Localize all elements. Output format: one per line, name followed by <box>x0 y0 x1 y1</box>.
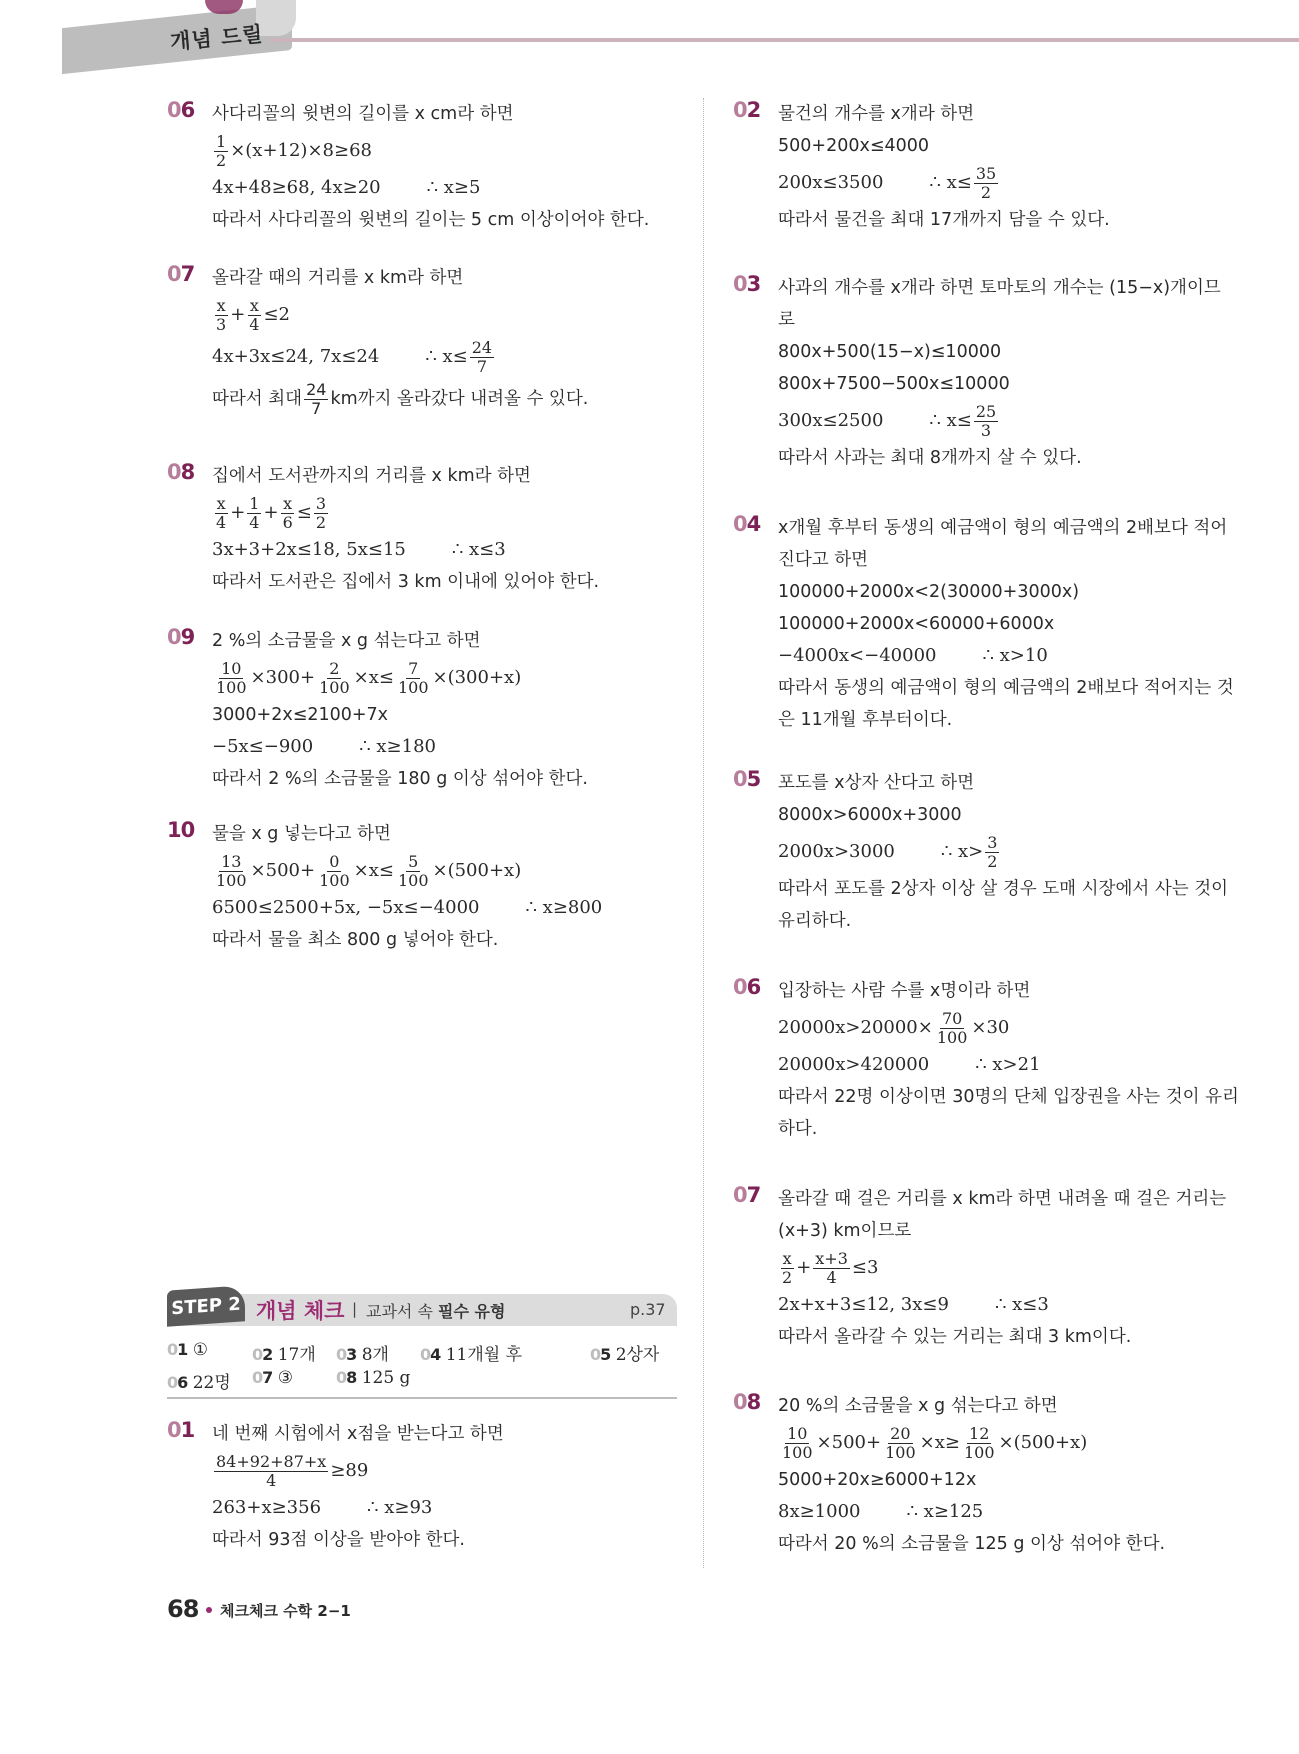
equation-text: 4x+48≥68, 4x≥20 <box>212 177 381 198</box>
problem-number-digit: 0 <box>733 1183 747 1207</box>
answer-number <box>252 1345 272 1364</box>
fraction-numerator: 0 <box>329 851 340 871</box>
solution-line: 800x+7500−500x≤10000 <box>778 374 1010 394</box>
fraction-denominator: 100 <box>936 1027 968 1047</box>
problem-number-digit: 2 <box>746 98 761 122</box>
fraction-numerator: 25 <box>975 401 997 421</box>
solution-line: 100000+2000x<2(30000+3000x) <box>778 582 1080 602</box>
equation-text: ×x≤ <box>353 667 394 688</box>
problem-number-digit: 7 <box>746 1183 761 1207</box>
column-divider <box>703 98 704 1568</box>
problem-number <box>167 460 194 484</box>
solution-line: 유리하다. <box>778 911 852 931</box>
equation-text: 4x+3x≤24, 7x≤24 <box>212 346 380 367</box>
equation-text: + <box>230 304 246 325</box>
fraction <box>974 403 998 440</box>
equation-text: 6500≤2500+5x, −5x≤−4000 <box>212 897 480 918</box>
solution-line: 800x+500(15−x)≤10000 <box>778 342 1002 362</box>
fraction-numerator: x <box>216 493 226 513</box>
fraction <box>214 495 228 532</box>
conclusion-text: ∴ x≤3 <box>451 539 506 560</box>
fraction-numerator: 24 <box>471 337 493 357</box>
fraction-numerator: x <box>283 493 293 513</box>
fraction <box>317 853 352 890</box>
fraction <box>396 853 431 890</box>
answer-number-digit: 0 <box>252 1345 263 1364</box>
fraction <box>780 1425 815 1462</box>
solution-line: 따라서 올라갈 수 있는 거리는 최대 3 km이다. <box>778 1327 1132 1347</box>
fraction-denominator: 100 <box>782 1442 813 1462</box>
solution-line: 진다고 하면 <box>778 550 869 570</box>
answer-number <box>252 1368 272 1387</box>
problem-number <box>733 1390 760 1414</box>
solution-line: 사과의 개수를 x개라 하면 토마토의 개수는 (15−x)개이므 <box>778 278 1221 298</box>
fraction-numerator: x <box>249 295 259 315</box>
result-line <box>778 831 1298 873</box>
answer-item <box>590 1340 659 1365</box>
fraction-denominator: 2 <box>216 150 227 170</box>
problem-number <box>167 98 194 122</box>
solution-line: 물을 x g 넣는다고 하면 <box>212 824 391 844</box>
solution-text: 따라서 최대 <box>212 389 303 409</box>
problem-body <box>212 98 682 236</box>
problem-number <box>733 975 760 999</box>
result-line <box>212 336 682 378</box>
solution-line: 500+200x≤4000 <box>778 136 930 156</box>
equation-text: 20000x>20000× <box>778 1017 933 1038</box>
fraction <box>214 1453 328 1490</box>
answer-number <box>420 1345 440 1364</box>
answer-value: ① <box>192 1340 208 1360</box>
solution-line: 입장하는 사람 수를 x명이라 하면 <box>778 981 1031 1001</box>
problem-number-digit: 0 <box>167 262 181 286</box>
solution-line: 로 <box>778 310 795 330</box>
equation-text: ×x≤ <box>353 860 394 881</box>
fraction-denominator: 100 <box>319 677 350 697</box>
answer-value: 2상자 <box>615 1345 660 1365</box>
problem-number-digit: 0 <box>733 1390 747 1414</box>
fraction-denominator: 4 <box>249 512 260 532</box>
solution-line: 사다리꼴의 윗변의 길이를 x cm라 하면 <box>212 104 514 124</box>
fraction-numerator: 5 <box>408 851 419 871</box>
fraction-denominator: 3 <box>980 420 992 440</box>
solution-line: 따라서 사다리꼴의 윗변의 길이는 5 cm 이상이어야 한다. <box>212 210 650 230</box>
problem-number-digit: 1 <box>180 1418 195 1442</box>
problem-number-digit: 0 <box>167 460 181 484</box>
fraction-numerator: 35 <box>975 163 997 183</box>
solution-line: 집에서 도서관까지의 거리를 x km라 하면 <box>212 466 531 486</box>
problem-body <box>212 262 682 420</box>
answer-number <box>336 1368 356 1387</box>
equation-text: 2x+x+3≤12, 3x≤9 <box>778 1294 949 1315</box>
equation-text: 200x≤3500 <box>778 172 884 193</box>
answer-number <box>167 1340 187 1359</box>
fraction <box>317 660 352 697</box>
fraction <box>247 297 261 334</box>
solution-line: (x+3) km이므로 <box>778 1221 912 1241</box>
fraction-denominator: 4 <box>266 1470 277 1490</box>
solution-line: 100000+2000x<60000+6000x <box>778 614 1055 634</box>
equation-line <box>212 1450 682 1492</box>
solution-line: 따라서 도서관은 집에서 3 km 이내에 있어야 한다. <box>212 572 600 592</box>
fraction-numerator: 3 <box>315 493 327 513</box>
equation-text: ×(500+x) <box>432 860 522 881</box>
answer-number-digit: 4 <box>430 1345 441 1364</box>
equation-text: 263+x≥356 <box>212 1497 322 1518</box>
problem-number-digit: 3 <box>746 272 761 296</box>
problem-number <box>733 1183 760 1207</box>
answer-number-digit: 2 <box>262 1345 273 1364</box>
answer-number <box>167 1373 187 1392</box>
equation-line <box>212 492 682 534</box>
bullet-dot <box>206 1607 212 1613</box>
fraction-denominator: 100 <box>963 1442 995 1462</box>
step2-badge: STEP 2 <box>167 1285 245 1326</box>
answer-number-digit: 0 <box>336 1345 347 1364</box>
fraction-denominator: 2 <box>315 512 327 532</box>
fraction-denominator: 7 <box>476 356 487 376</box>
fraction <box>962 1425 997 1462</box>
problem-number-digit: 7 <box>180 262 195 286</box>
step2-subtitle <box>366 1299 505 1322</box>
answer-value: 11개월 후 <box>445 1345 522 1365</box>
equation-text: ≤3 <box>851 1257 879 1278</box>
problem-body <box>212 460 682 598</box>
equation-text: ≤ <box>296 502 312 523</box>
solution-line: 올라갈 때의 거리를 x km라 하면 <box>212 268 464 288</box>
equation-text: −5x≤−900 <box>212 736 314 757</box>
solution-line: 20 %의 소금물을 x g 섞는다고 하면 <box>778 1396 1058 1416</box>
fraction <box>935 1010 970 1047</box>
fraction-denominator: 7 <box>311 398 322 418</box>
solution-line: 올라갈 때 걸은 거리를 x km라 하면 내려올 때 걸은 거리는 <box>778 1189 1227 1209</box>
conclusion-text: ∴ x≤ <box>425 346 468 367</box>
solution-line: 따라서 물건을 최대 17개까지 담을 수 있다. <box>778 210 1110 230</box>
fraction <box>470 339 494 376</box>
fraction-denominator: 4 <box>826 1267 837 1287</box>
solution-line: 따라서 사과는 최대 8개까지 살 수 있다. <box>778 448 1082 468</box>
fraction-denominator: 2 <box>980 182 992 202</box>
fraction-numerator: 13 <box>221 851 242 871</box>
answer-number-digit: 3 <box>346 1345 357 1364</box>
equation-line <box>212 294 682 336</box>
fraction-denominator: 100 <box>216 677 247 697</box>
step2-subtitle-plain: 교과서 속 <box>366 1302 438 1321</box>
solution-line: 8000x>6000x+3000 <box>778 805 962 825</box>
conclusion-text: ∴ x≤3 <box>994 1294 1049 1315</box>
answer-key-rule <box>167 1397 677 1399</box>
fraction-numerator: 1 <box>249 493 260 513</box>
equation-text: 2000x>3000 <box>778 841 895 862</box>
fraction-numerator: 84+92+87+x <box>216 1451 327 1471</box>
problem-number-digit: 6 <box>180 98 195 122</box>
conclusion-text: ∴ x≥125 <box>906 1501 984 1522</box>
result-line <box>212 172 682 204</box>
conclusion-text: ∴ x≥93 <box>367 1497 433 1518</box>
solution-line: 하다. <box>778 1119 818 1139</box>
fraction-denominator: 100 <box>216 870 247 890</box>
problem-number-digit: 0 <box>733 767 747 791</box>
answer-item <box>252 1368 293 1388</box>
fraction <box>214 660 249 697</box>
conclusion-text: ∴ x>10 <box>982 645 1048 666</box>
fraction <box>396 660 431 697</box>
equation-text: ×(500+x) <box>998 1432 1088 1453</box>
solution-line: 포도를 x상자 산다고 하면 <box>778 773 975 793</box>
problem-number <box>733 98 760 122</box>
fraction-numerator: 3 <box>987 832 998 852</box>
equation-text: 300x≤2500 <box>778 410 884 431</box>
result-line <box>212 892 682 924</box>
result-line <box>778 1496 1298 1528</box>
fraction <box>247 495 261 532</box>
equation-text: ×300+ <box>250 667 316 688</box>
problem-number <box>167 262 194 286</box>
fraction-denominator: 4 <box>249 314 260 334</box>
solution-line: 따라서 물을 최소 800 g 넣어야 한다. <box>212 930 499 950</box>
fraction-numerator: x <box>782 1248 792 1268</box>
problem-body <box>778 272 1298 474</box>
conclusion-text: ∴ x≤ <box>929 172 972 193</box>
fraction-denominator: 3 <box>216 314 227 334</box>
solution-line: 2 %의 소금물을 x g 섞는다고 하면 <box>212 631 481 651</box>
conclusion-text: ∴ x>21 <box>975 1054 1041 1075</box>
problem-number-digit: 6 <box>746 975 761 999</box>
solution-line: 따라서 포도를 2상자 이상 살 경우 도매 시장에서 사는 것이 <box>778 879 1229 899</box>
fraction-numerator: 10 <box>787 1423 808 1443</box>
problem-body <box>778 98 1298 236</box>
problem-number-digit: 0 <box>167 1418 181 1442</box>
fraction-denominator: 6 <box>282 512 293 532</box>
problem-body <box>778 975 1298 1145</box>
problem-number-digit: 0 <box>733 272 747 296</box>
problem-number-digit: 0 <box>733 512 747 536</box>
problem-number-digit: 9 <box>180 625 195 649</box>
conclusion-text: ∴ x> <box>940 841 984 862</box>
step2-title: 개념 체크 <box>256 1299 345 1323</box>
equation-text: −4000x<−40000 <box>778 645 937 666</box>
answer-number <box>336 1345 356 1364</box>
answer-number-digit: 7 <box>262 1368 273 1387</box>
answer-value: 125 g <box>361 1368 411 1388</box>
solution-line: 물건의 개수를 x개라 하면 <box>778 104 975 124</box>
solution-line: 따라서 93점 이상을 받아야 한다. <box>212 1530 465 1550</box>
equation-text: + <box>263 502 279 523</box>
answer-number-digit: 0 <box>336 1368 347 1387</box>
equation-text: ×(300+x) <box>432 667 522 688</box>
equation-line <box>212 657 682 699</box>
fraction-denominator: 100 <box>397 677 429 697</box>
fraction <box>883 1425 918 1462</box>
answer-number-digit: 0 <box>252 1368 263 1387</box>
problem-number-digit: 0 <box>167 625 181 649</box>
fraction <box>314 495 328 532</box>
answer-number-digit: 0 <box>167 1373 178 1392</box>
result-line <box>212 1492 682 1524</box>
answer-value: 22명 <box>192 1373 231 1393</box>
equation-text: ×x≥ <box>919 1432 960 1453</box>
solution-line: 네 번째 시험에서 x점을 받는다고 하면 <box>212 1424 504 1444</box>
result-line <box>778 640 1298 672</box>
answer-number-digit: 0 <box>420 1345 431 1364</box>
answer-item <box>167 1340 208 1360</box>
problem-number <box>733 767 760 791</box>
equation-text: 3x+3+2x≤18, 5x≤15 <box>212 539 406 560</box>
fraction <box>974 165 998 202</box>
fraction-numerator: 70 <box>941 1008 963 1028</box>
fraction-numerator: 1 <box>216 131 227 151</box>
equation-line <box>212 850 682 892</box>
problem-number-digit: 5 <box>746 767 761 791</box>
problem-number-digit: 8 <box>746 1390 761 1414</box>
equation-text: ×500+ <box>816 1432 882 1453</box>
fraction-numerator: 10 <box>221 658 242 678</box>
equation-line <box>212 130 682 172</box>
section-title: 개념 드릴 <box>169 20 265 55</box>
equation-text: + <box>230 502 246 523</box>
problem-number <box>733 272 760 296</box>
fraction-denominator: 2 <box>987 851 998 871</box>
answer-value: 8개 <box>361 1345 389 1365</box>
solution-line: 따라서 22명 이상이면 30명의 단체 입장권을 사는 것이 유리 <box>778 1087 1239 1107</box>
fraction-numerator: x+3 <box>815 1248 848 1268</box>
equation-text: ×30 <box>971 1017 1010 1038</box>
fraction-numerator: 2 <box>329 658 340 678</box>
result-line <box>778 1289 1298 1321</box>
conclusion-text: ∴ x≤ <box>929 410 972 431</box>
solution-line: 따라서 20 %의 소금물을 125 g 이상 섞어야 한다. <box>778 1534 1166 1554</box>
fraction <box>214 133 228 170</box>
problem-body <box>212 1418 682 1556</box>
problem-number-digit: 0 <box>733 975 747 999</box>
conclusion-text: ∴ x≥180 <box>359 736 436 757</box>
fraction <box>985 834 999 871</box>
equation-text: 20000x>420000 <box>778 1054 930 1075</box>
answer-number-digit: 8 <box>346 1368 357 1387</box>
fraction <box>780 1250 794 1287</box>
problem-number-digit: 0 <box>167 98 181 122</box>
result-line <box>778 1049 1298 1081</box>
fraction <box>281 495 295 532</box>
solution-line: 따라서 동생의 예금액이 형의 예금액의 2배보다 적어지는 것 <box>778 678 1234 698</box>
fraction-numerator: 12 <box>969 1423 990 1443</box>
problem-number-digit: 8 <box>180 460 195 484</box>
fraction-numerator: 20 <box>890 1423 911 1443</box>
answer-item <box>167 1368 231 1393</box>
header-rule <box>270 38 1299 42</box>
book-title: 체크체크 수학 2−1 <box>220 1602 351 1620</box>
conclusion-text: ∴ x≥5 <box>426 177 481 198</box>
answer-item <box>420 1340 522 1365</box>
step2-separator: | <box>352 1300 358 1318</box>
solution-line: 따라서 2 %의 소금물을 180 g 이상 섞어야 한다. <box>212 769 588 789</box>
fraction <box>214 297 228 334</box>
fraction-numerator: 24 <box>306 379 327 399</box>
fraction-denominator: 2 <box>782 1267 793 1287</box>
equation-text: ≤2 <box>263 304 291 325</box>
fraction-numerator: x <box>216 295 226 315</box>
solution-line: 5000+20x≥6000+12x <box>778 1470 977 1490</box>
problem-body <box>778 1390 1298 1560</box>
fraction-denominator: 100 <box>397 870 429 890</box>
fraction-denominator: 100 <box>885 1442 916 1462</box>
answer-item <box>336 1340 389 1365</box>
problem-number-digit: 1 <box>167 818 181 842</box>
fraction <box>304 381 328 418</box>
problem-number <box>733 512 760 536</box>
solution-line: 은 11개월 후부터이다. <box>778 710 953 730</box>
step2-page-ref: p.37 <box>630 1300 666 1319</box>
answer-number-digit: 6 <box>177 1373 188 1392</box>
fraction <box>214 853 249 890</box>
equation-line <box>778 1422 1298 1464</box>
problem-number-digit: 0 <box>733 98 747 122</box>
conclusion-text: ∴ x≥800 <box>525 897 603 918</box>
equation-text: ≥89 <box>330 1460 369 1481</box>
problem-number <box>167 818 194 842</box>
solution-line: x개월 후부터 동생의 예금액이 형의 예금액의 2배보다 적어 <box>778 518 1228 538</box>
problem-body <box>212 818 682 956</box>
equation-text: 8x≥1000 <box>778 1501 861 1522</box>
problem-body <box>778 1183 1298 1353</box>
answer-number-digit: 5 <box>600 1345 611 1364</box>
answer-value: 17개 <box>277 1345 316 1365</box>
equation-text: ×500+ <box>250 860 316 881</box>
problem-body <box>778 767 1298 937</box>
solution-line <box>212 378 682 420</box>
equation-line <box>778 1007 1298 1049</box>
problem-number <box>167 1418 194 1442</box>
fraction <box>813 1250 850 1287</box>
answer-number-digit: 1 <box>177 1340 188 1359</box>
result-line <box>212 534 682 566</box>
answer-item <box>252 1340 316 1365</box>
answer-number-digit: 0 <box>167 1340 178 1359</box>
result-line <box>778 400 1298 442</box>
problem-number-digit: 0 <box>180 818 195 842</box>
problem-number-digit: 4 <box>746 512 761 536</box>
fraction-denominator: 100 <box>319 870 350 890</box>
step2-subtitle-bold: 필수 유형 <box>438 1302 506 1321</box>
page-number: 68 <box>167 1595 199 1623</box>
answer-item <box>336 1368 410 1388</box>
equation-text: + <box>796 1257 812 1278</box>
equation-text: ×(x+12)×8≥68 <box>230 140 372 161</box>
equation-line <box>778 1247 1298 1289</box>
problem-body <box>778 512 1298 736</box>
answer-number <box>590 1345 610 1364</box>
solution-text: km까지 올라갔다 내려올 수 있다. <box>330 389 589 409</box>
solution-line: 3000+2x≤2100+7x <box>212 705 389 725</box>
fraction-numerator: 7 <box>408 658 419 678</box>
fraction-denominator: 4 <box>216 512 227 532</box>
result-line <box>212 731 682 763</box>
answer-number-digit: 0 <box>590 1345 601 1364</box>
result-line <box>778 162 1298 204</box>
problem-body <box>212 625 682 795</box>
problem-number <box>167 625 194 649</box>
answer-value: ③ <box>277 1368 293 1388</box>
